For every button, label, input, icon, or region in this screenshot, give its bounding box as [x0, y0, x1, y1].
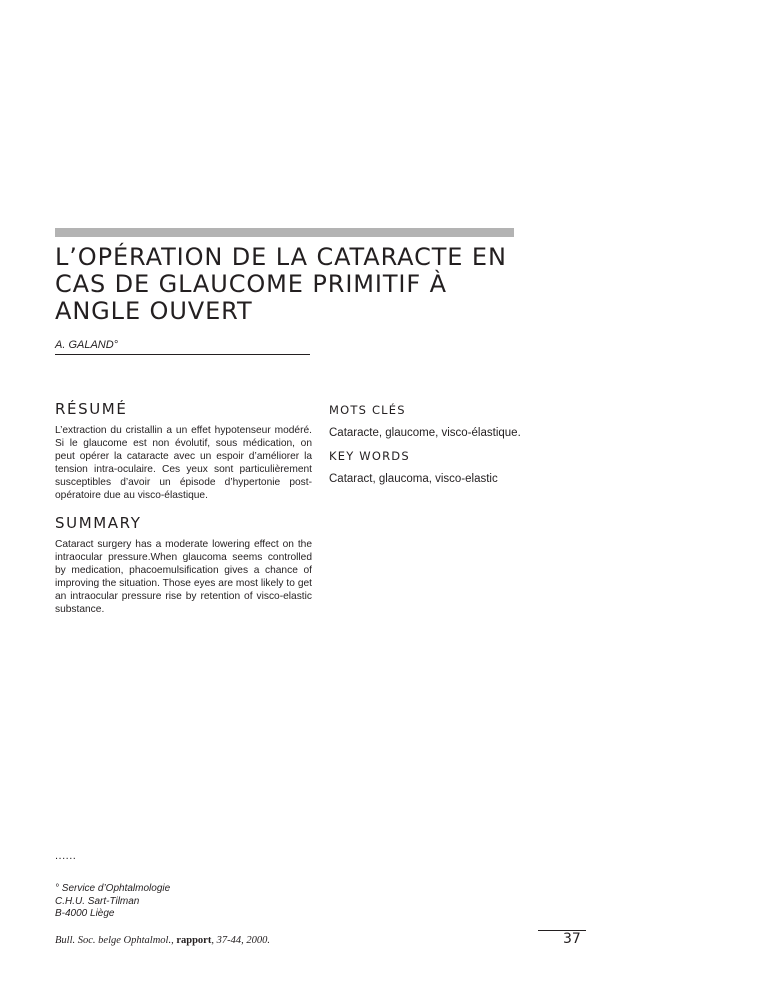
title-line-2: CAS DE GLAUCOME PRIMITIF À	[55, 270, 447, 298]
mots-cles-heading: MOTS CLÉS	[329, 403, 406, 417]
page-number: 37	[563, 931, 581, 947]
article-title	[55, 244, 615, 325]
key-words-text: Cataract, glaucoma, visco-elastic	[329, 473, 498, 485]
citation-journal: Bull. Soc. belge Ophtalmol.,	[55, 935, 174, 946]
citation-pages: , 37-44, 2000.	[211, 935, 270, 946]
author-rule	[55, 354, 310, 355]
resume-heading: RÉSUMÉ	[55, 400, 128, 418]
affiliation-line-2: C.H.U. Sart-Tilman	[55, 895, 140, 907]
key-words-heading: KEY WORDS	[329, 449, 410, 463]
header-rule	[55, 228, 514, 237]
mots-cles-text: Cataracte, glaucome, visco-élastique.	[329, 427, 521, 439]
citation-type: rapport	[176, 935, 212, 946]
author-affiliation	[55, 883, 170, 921]
affiliation-line-3: B-4000 Liège	[55, 908, 115, 920]
journal-citation	[55, 935, 270, 946]
summary-text: Cataract surgery has a moderate lowering effect on the intraocular pressure.When glaucoma seems controlled by medication, phacoemulsification gives a chance of improving the situation. Those eyes are most likely to get an intraocular pressure rise by retention of visco-elastic substance.	[55, 539, 312, 616]
author-name: A. GALAND°	[55, 339, 119, 351]
title-line-3: ANGLE OUVERT	[55, 297, 253, 325]
title-line-1: L’OPÉRATION DE LA CATARACTE EN	[55, 243, 507, 271]
resume-text: L’extraction du cristallin a un effet hypotenseur modéré. Si le glaucome est non évolutif, sous médication, on peut opérer la cataracte avec un espoir d’améliorer la tension intra-oculaire. Ces yeux sont particulièrement susceptibles d’avoir un épisode d’hypertonie post-opératoire due au visco-élastique.	[55, 425, 312, 502]
footnote-separator: ......	[55, 850, 77, 862]
affiliation-line-1: ° Service d’Ophtalmologie	[55, 883, 171, 894]
summary-heading: SUMMARY	[55, 514, 142, 532]
